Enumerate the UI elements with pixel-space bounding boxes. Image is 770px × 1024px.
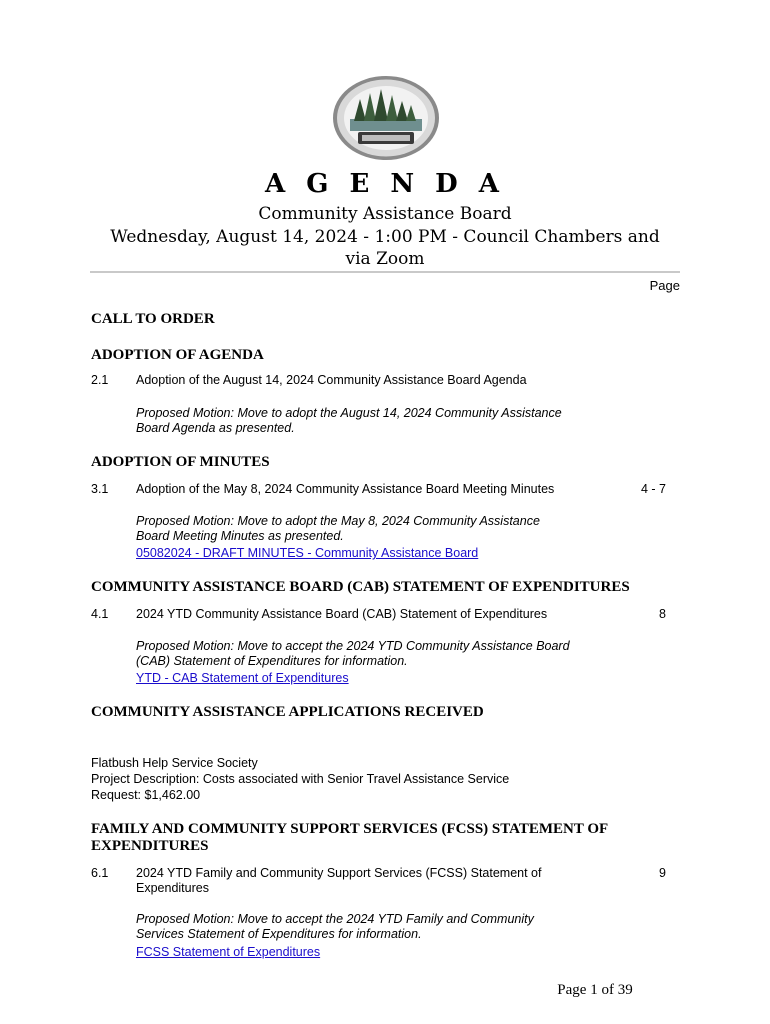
- section-cab-statement: COMMUNITY ASSISTANCE BOARD (CAB) STATEMENT OF EXPENDITURES: [91, 579, 630, 595]
- motion-line: Board Meeting Minutes as presented.: [136, 529, 344, 543]
- item-title-line: 2024 YTD Family and Community Support Services (FCSS) Statement of: [136, 866, 542, 880]
- cab-statement-link[interactable]: YTD - CAB Statement of Expenditures: [136, 671, 349, 685]
- meeting-details-line2: via Zoom: [345, 249, 425, 269]
- motion-line: Proposed Motion: Move to accept the 2024 YTD Family and Community: [136, 912, 534, 926]
- meeting-details-line1: Wednesday, August 14, 2024 - 1:00 PM - Council Chambers and: [110, 227, 660, 247]
- motion-line: (CAB) Statement of Expenditures for information.: [136, 654, 408, 668]
- section-line: EXPENDITURES: [91, 838, 209, 854]
- item-title: Adoption of the May 8, 2024 Community Assistance Board Meeting Minutes: [136, 482, 555, 496]
- item-number: 4.1: [91, 607, 109, 621]
- item-page-range: 8: [659, 607, 666, 621]
- proposed-motion: [136, 406, 586, 436]
- page-number-footer: Page 1 of 39: [557, 982, 633, 998]
- item-page-range: 4 - 7: [640, 482, 666, 496]
- item-number: 6.1: [91, 866, 109, 880]
- section-applications: COMMUNITY ASSISTANCE APPLICATIONS RECEIVED: [91, 704, 484, 720]
- agenda-title: A G E N D A: [265, 169, 505, 199]
- header-divider: [90, 271, 680, 273]
- motion-line: Proposed Motion: Move to adopt the May 8, 2024 Community Assistance: [136, 514, 540, 528]
- motion-line: Proposed Motion: Move to accept the 2024 YTD Community Assistance Board: [136, 639, 570, 653]
- section-call-to-order: CALL TO ORDER: [91, 311, 215, 327]
- motion-line: Board Agenda as presented.: [136, 421, 295, 435]
- motion-line: Services Statement of Expenditures for information.: [136, 927, 422, 941]
- application-request: Request: $1,462.00: [91, 788, 201, 802]
- proposed-motion: [136, 912, 586, 942]
- draft-minutes-link[interactable]: 05082024 - DRAFT MINUTES - Community Assistance Board: [136, 546, 479, 560]
- page-column-header: Page: [649, 278, 680, 293]
- item-title-line: Expenditures: [136, 881, 209, 895]
- item-title: 2024 YTD Community Assistance Board (CAB) Statement of Expenditures: [136, 607, 548, 621]
- proposed-motion: [136, 639, 586, 669]
- county-seal-logo: [332, 75, 440, 161]
- item-number: 3.1: [91, 482, 109, 496]
- motion-line: Proposed Motion: Move to adopt the August 14, 2024 Community Assistance: [136, 406, 562, 420]
- application-details: [91, 755, 611, 803]
- section-line: FAMILY AND COMMUNITY SUPPORT SERVICES (FCSS) STATEMENT OF: [91, 821, 609, 837]
- board-name: Community Assistance Board: [258, 204, 512, 224]
- item-title: [136, 866, 586, 896]
- item-number: 2.1: [91, 373, 109, 387]
- section-fcss-statement: [91, 821, 681, 855]
- section-adoption-of-minutes: ADOPTION OF MINUTES: [91, 454, 270, 470]
- application-description: Project Description: Costs associated with Senior Travel Assistance Service: [91, 772, 510, 786]
- proposed-motion: [136, 514, 586, 544]
- item-page-range: 9: [659, 866, 666, 880]
- item-title: Adoption of the August 14, 2024 Community Assistance Board Agenda: [136, 373, 527, 387]
- fcss-statement-link[interactable]: FCSS Statement of Expenditures: [136, 945, 321, 959]
- section-adoption-of-agenda: ADOPTION OF AGENDA: [91, 347, 264, 363]
- application-org: Flatbush Help Service Society: [91, 756, 258, 770]
